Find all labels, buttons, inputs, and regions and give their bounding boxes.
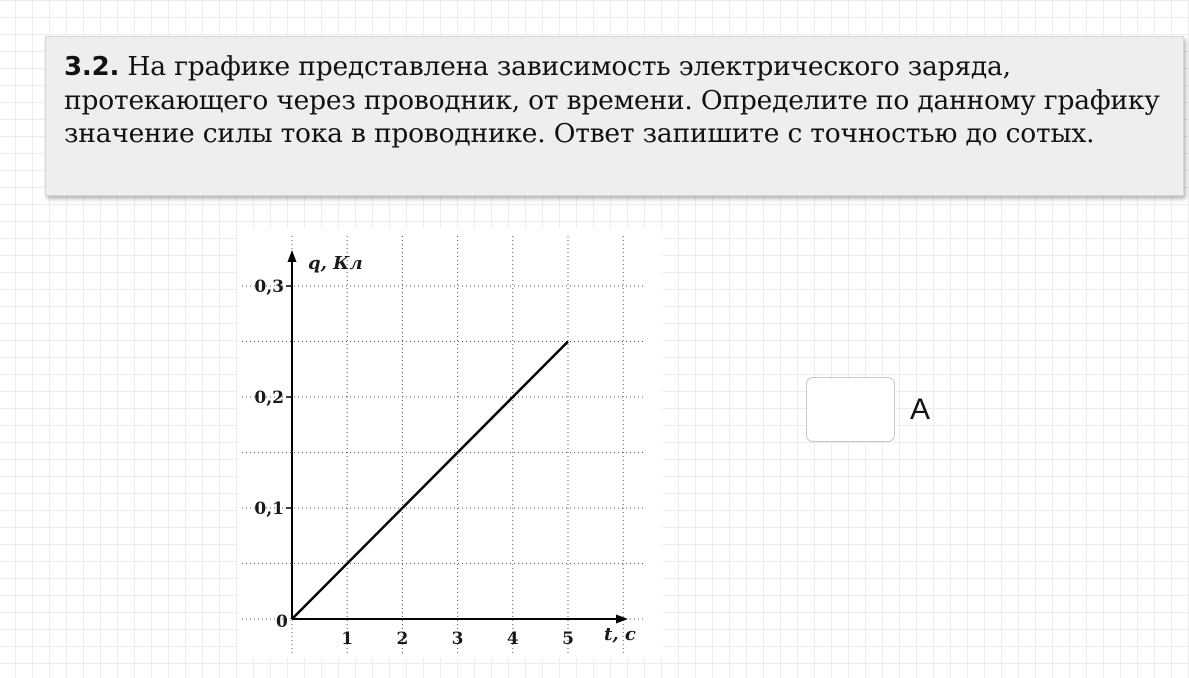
y-tick-label: 0,3	[254, 277, 284, 297]
chart-figure	[238, 228, 663, 658]
answer-input[interactable]	[806, 377, 895, 442]
x-tick-label: 2	[396, 629, 409, 649]
task-number: 3.2.	[64, 52, 120, 82]
x-tick-label: 3	[451, 629, 464, 649]
answer-unit-label: А	[910, 393, 931, 426]
x-tick-label: 1	[341, 629, 354, 649]
x-tick-label: 5	[562, 629, 574, 649]
y-axis-arrow	[288, 250, 297, 262]
task-card	[45, 36, 1184, 196]
origin-label: 0	[276, 612, 288, 632]
chart-labels	[254, 253, 635, 649]
x-axis-arrow	[616, 615, 628, 624]
chart-series	[292, 342, 568, 620]
task-text: На графике представлена зависимость электрического заряда, протекающего через проводник, от времени. Определите по данному графику значение силы тока в проводнике. Ответ запишите с точностью до сотых.	[64, 51, 1160, 149]
x-axis-label: t, c	[604, 624, 636, 645]
x-tick-label: 4	[506, 629, 519, 649]
chart-grid	[242, 236, 644, 654]
y-axis-label: q, Кл	[308, 253, 363, 274]
charge-time-chart	[238, 228, 663, 658]
y-tick-label: 0,1	[254, 499, 284, 519]
task-statement	[64, 50, 1165, 150]
charge-line	[292, 342, 568, 620]
y-tick-label: 0,2	[254, 388, 284, 408]
